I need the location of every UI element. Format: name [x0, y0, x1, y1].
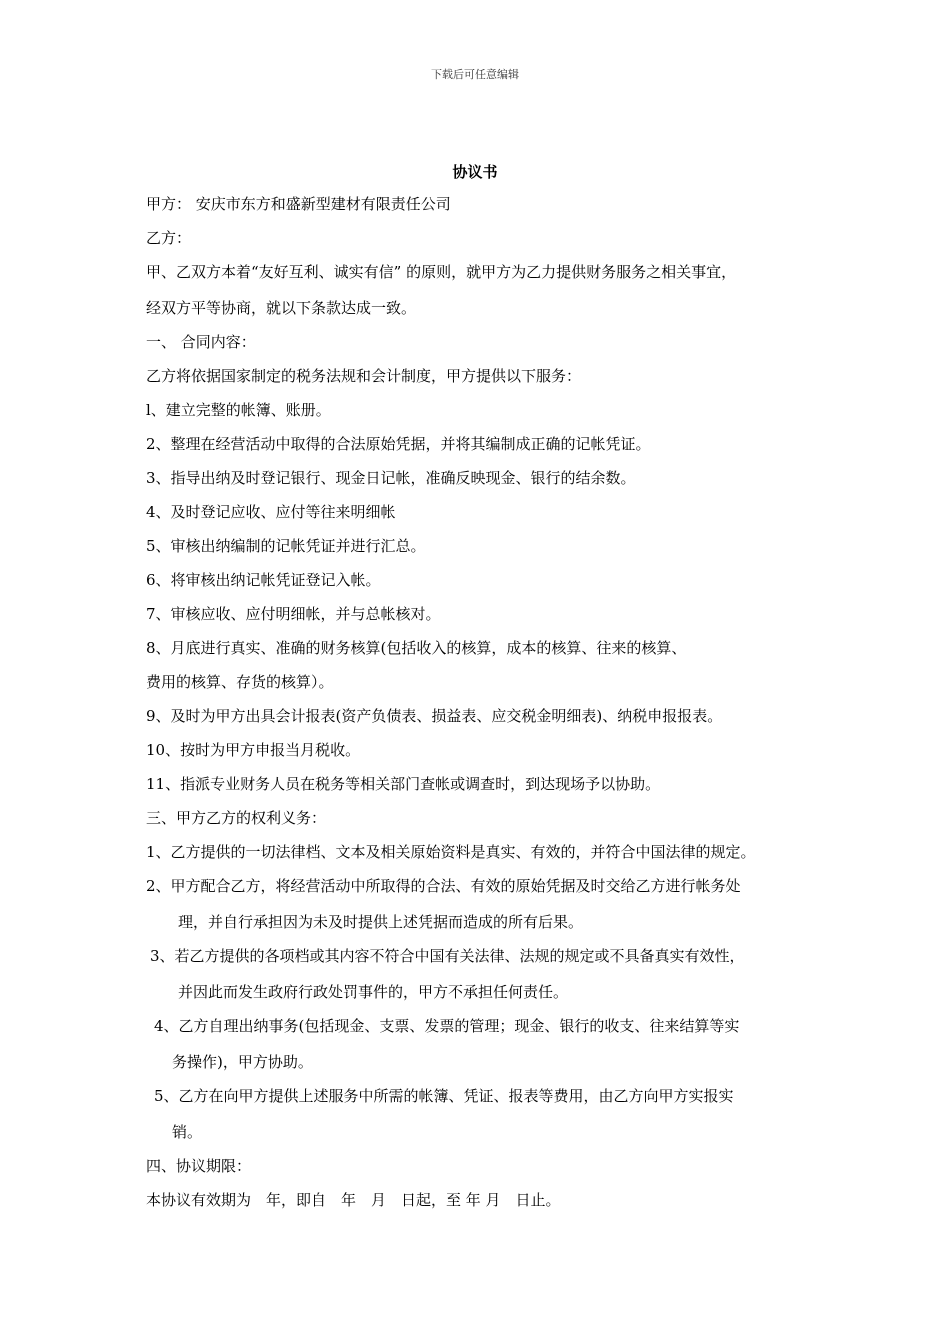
section-1-lead: 乙方将依据国家制定的税务法规和会计制度，甲方提供以下服务： [146, 367, 582, 385]
intro-line-2: 经双方平等协商，就以下条款达成一致。 [146, 299, 417, 317]
service-item: 4、及时登记应收、应付等往来明细帐 [146, 503, 396, 521]
obligation-item-continuation: 理，并自行承担因为未及时提供上述凭据而造成的所有后果。 [178, 913, 584, 931]
document-title: 协议书 [452, 163, 498, 181]
obligation-item: 5、乙方在向甲方提供上述服务中所需的帐簿、凭证、报表等费用，由乙方向甲方实报实 [154, 1087, 734, 1105]
service-item-continuation: 费用的核算、存货的核算）。 [146, 673, 334, 691]
service-item: 7、审核应收、应付明细帐，并与总帐核对。 [146, 605, 441, 623]
service-item: 5、审核出纳编制的记帐凭证并进行汇总。 [146, 537, 426, 555]
page-header: 下载后可任意编辑 [431, 68, 519, 81]
service-item: 6、将审核出纳记帐凭证登记入帐。 [146, 571, 381, 589]
service-item: 9、及时为甲方出具会计报表(资产负债表、损益表、应交税金明细表)、纳税申报报表。 [146, 707, 723, 725]
intro-line-1: 甲、乙双方本着“友好互利、诚实有信” 的原则，就甲方为乙力提供财务服务之相关事宜， [146, 263, 737, 281]
obligation-item: 3、若乙方提供的各项档或其内容不符合中国有关法律、法规的规定或不具备真实有效性， [150, 947, 745, 965]
term-text: 本协议有效期为 年，即自 年 月 日起，至 年 月 日止。 [146, 1191, 561, 1209]
party-a: 甲方： 安庆市东方和盛新型建材有限责任公司 [146, 195, 451, 213]
obligation-item: 4、乙方自理出纳事务(包括现金、支票、发票的管理；现金、银行的收支、往来结算等实 [154, 1017, 740, 1035]
obligation-item: 2、甲方配合乙方，将经营活动中所取得的合法、有效的原始凭据及时交给乙方进行帐务处 [146, 877, 741, 895]
section-1-heading: 一、 合同内容： [146, 333, 256, 351]
service-item: 8、月底进行真实、准确的财务核算(包括收入的核算，成本的核算、往来的核算、 [146, 639, 687, 657]
party-b: 乙方： [146, 229, 192, 247]
obligation-item-continuation: 务操作)，甲方协助。 [172, 1053, 313, 1071]
obligation-item-continuation: 并因此而发生政府行政处罚事件的，甲方不承担任何责任。 [178, 983, 569, 1001]
service-item: 10、按时为甲方申报当月税收。 [146, 741, 361, 759]
service-item: 2、整理在经营活动中取得的合法原始凭据，并将其编制成正确的记帐凭证。 [146, 435, 651, 453]
service-item: 11、指派专业财务人员在税务等相关部门查帐或调查时，到达现场予以协助。 [146, 775, 661, 793]
service-item: 3、指导出纳及时登记银行、现金日记帐，准确反映现金、银行的结余数。 [146, 469, 636, 487]
service-item: l、建立完整的帐簿、账册。 [146, 401, 331, 419]
section-3-heading: 三、甲方乙方的权利义务： [146, 809, 327, 827]
obligation-item-continuation: 销。 [172, 1123, 203, 1141]
section-4-heading: 四、协议期限： [146, 1157, 252, 1175]
obligation-item: 1、乙方提供的一切法律档、文本及相关原始资料是真实、有效的，并符合中国法律的规定。 [146, 843, 756, 861]
